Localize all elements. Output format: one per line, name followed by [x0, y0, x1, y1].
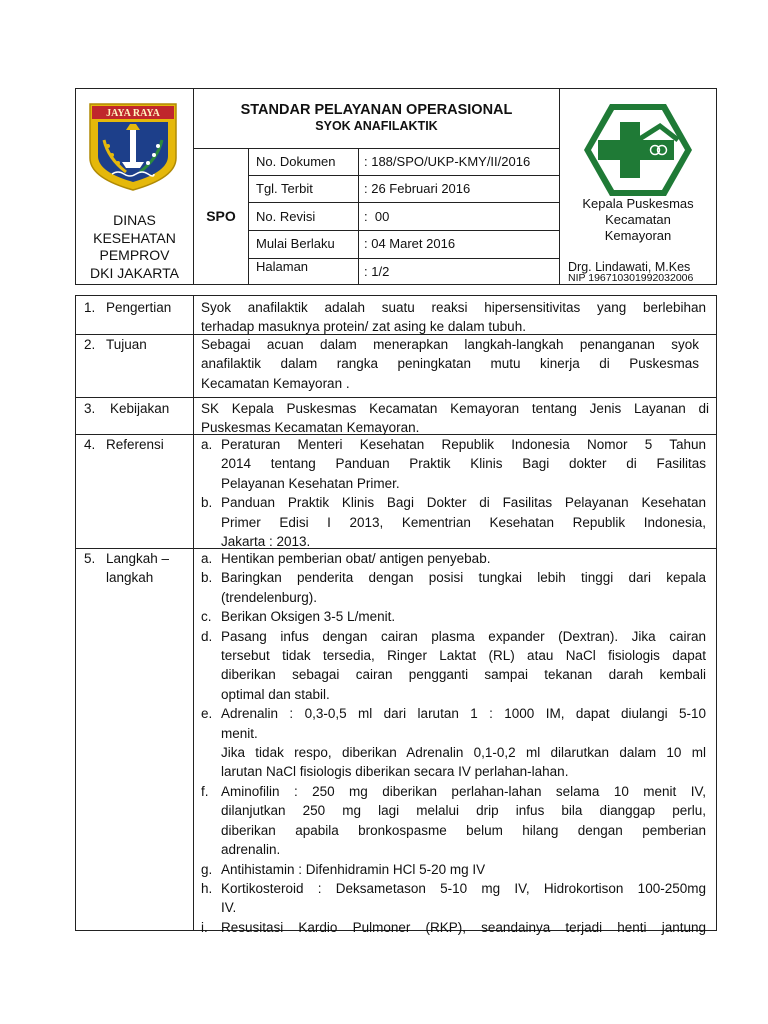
content-line: Primer Edisi I 2013, Kementrian Kesehatan Republik Indonesia,	[221, 514, 706, 530]
list-marker: d.	[201, 628, 213, 644]
list-marker: g.	[201, 861, 213, 877]
content-line: terhadap masuknya protein/ zat asing ke dalam tubuh.	[201, 319, 526, 335]
content-line: Panduan Praktik Klinis Bagi Dokter di Fasilitas Pelayanan Kesehatan	[221, 495, 706, 511]
field-value-tgl-terbit: : 26 Februari 2016	[364, 181, 471, 196]
section-content-tujuan	[201, 335, 699, 393]
content-line: Baringkan penderita dengan posisi tungkai lebih tinggi dari kepala	[221, 570, 706, 586]
list-item	[201, 568, 706, 607]
content-line: adrenalin.	[221, 842, 281, 858]
list-item	[201, 435, 706, 493]
content-line: dilanjutkan 250 mg lagi melalui drip infus bila dianggap perlu,	[221, 803, 706, 819]
signer-title-line: Kemayoran	[604, 228, 672, 243]
field-value-no-dokumen: : 188/SPO/UKP-KMY/II/2016	[364, 154, 531, 169]
content-line: Pasang infus dengan cairan plasma expander (Dextran). Jika cairan	[221, 628, 706, 644]
list-marker: f.	[201, 783, 209, 799]
content-line: Resusitasi Kardio Pulmoner (RKP), seandainya terjadi henti jantung	[221, 919, 706, 935]
section-content-kebijakan	[201, 399, 709, 438]
content-line: tersebut tidak tersedia, Ringer Laktat (RL) atau NaCl fisiologis dapat	[221, 648, 706, 664]
content-line: anafilaktik dalam rangka peningkatan mutu kinerja di Puskesmas	[201, 356, 699, 372]
section-label-kebijakan: Kebijakan	[110, 401, 170, 416]
content-line: Kortikosteroid : Deksametason 5-10 mg IV, Hidrokortison 100-250mg	[221, 880, 706, 896]
content-line: Jika tidak respo, diberikan Adrenalin 0,1-0,2 ml dilarutkan dalam 10 ml	[221, 745, 706, 761]
list-marker: a.	[201, 437, 213, 452]
list-item	[201, 782, 706, 860]
list-marker: c.	[201, 609, 212, 625]
content-line: IV.	[221, 900, 237, 916]
section-number: 2.	[84, 337, 96, 352]
field-label-tgl-terbit: Tgl. Terbit	[256, 181, 313, 196]
section-label-langkah-2: langkah	[106, 570, 154, 585]
content-line: Aminofilin : 250 mg diberikan perlahan-lahan selama 10 menit IV,	[221, 783, 706, 799]
content-line: Antihistamin : Difenhidramin HCl 5-20 mg IV	[221, 861, 486, 877]
org-name-line: DINAS	[113, 212, 156, 228]
list-item	[201, 918, 706, 937]
list-item	[201, 549, 706, 568]
org-name	[76, 212, 193, 282]
content-line: diberikan sebagai cairan pengganti sampai tekanan darah kembali	[221, 667, 706, 683]
list-item	[201, 879, 706, 918]
content-line: 2014 tentang Panduan Praktik Klinis Bagi dokter di Fasilitas	[221, 456, 706, 472]
field-value-halaman: : 1/2	[364, 264, 390, 279]
list-marker: b.	[201, 570, 213, 586]
list-marker: b.	[201, 495, 213, 511]
puskesmas-logo	[582, 102, 694, 198]
content-line: Puskesmas Kecamatan Kemayoran.	[201, 420, 420, 436]
list-item	[201, 860, 706, 879]
content-line: Adrenalin : 0,3-0,5 ml dari larutan 1 : 1000 IM, dapat diulangi 5-10	[221, 706, 706, 722]
section-content-referensi	[201, 435, 706, 551]
content-line: Kecamatan Kemayoran .	[201, 375, 350, 391]
field-label-no-revisi: No. Revisi	[256, 209, 316, 224]
list-marker: i.	[201, 919, 208, 935]
signer-name: Drg. Lindawati, M.Kes	[568, 260, 691, 274]
list-item	[201, 704, 706, 782]
content-line: Peraturan Menteri Kesehatan Republik Indonesia Nomor 5 Tahun	[221, 437, 706, 452]
content-line: Jakarta : 2013.	[221, 534, 311, 550]
field-label-no-dokumen: No. Dokumen	[256, 154, 336, 169]
jakarta-logo	[82, 100, 184, 192]
content-line: larutan NaCl fisiologis diberikan secara IV perlahan-lahan.	[221, 764, 569, 780]
spo-label: SPO	[206, 208, 236, 224]
field-value-mulai-berlaku: : 04 Maret 2016	[364, 236, 456, 251]
signer-nip: NIP 196710301992032006	[568, 272, 694, 284]
section-label-pengertian: Pengertian	[106, 300, 172, 315]
org-name-line: DKI JAKARTA	[90, 264, 179, 281]
content-line: Berikan Oksigen 3-5 L/menit.	[221, 609, 396, 625]
content-line: optimal dan stabil.	[221, 686, 330, 702]
list-item	[201, 493, 706, 551]
content-line: Hentikan pemberian obat/ antigen penyebab.	[221, 551, 491, 566]
content-line: (trendelenburg).	[221, 589, 318, 605]
content-line: Syok anafilaktik adalah suatu reaksi hipersensitivitas yang berlebihan	[201, 300, 706, 315]
content-line: diberikan apabila bronkospasme belum hilang dengan pemberian	[221, 822, 706, 838]
field-label-mulai-berlaku: Mulai Berlaku	[256, 236, 335, 251]
document-title: STANDAR PELAYANAN OPERASIONAL	[240, 102, 513, 118]
section-label-langkah: Langkah –	[106, 551, 170, 566]
signer-title-line: Kepala Puskesmas	[582, 196, 694, 211]
section-label-tujuan: Tujuan	[106, 337, 147, 352]
content-line: Sebagai acuan dalam menerapkan langkah-langkah penanganan syok	[201, 337, 699, 352]
list-marker: a.	[201, 551, 213, 566]
list-marker: e.	[201, 706, 213, 722]
content-line: menit.	[221, 725, 258, 741]
list-item	[201, 607, 706, 626]
section-number: 3.	[84, 401, 96, 416]
org-name-line: KESEHATAN	[93, 229, 176, 246]
signer-title	[560, 196, 716, 244]
list-marker: h.	[201, 880, 213, 896]
logo-banner-text: JAYA RAYA	[106, 108, 160, 119]
field-label-halaman: Halaman	[256, 259, 309, 274]
content-line: Pelayanan Kesehatan Primer.	[221, 475, 400, 491]
org-name-line: PEMPROV	[99, 247, 170, 263]
signer-title-line: Kecamatan	[605, 212, 671, 227]
section-label-referensi: Referensi	[106, 437, 164, 452]
section-number: 4.	[84, 437, 96, 452]
content-line: SK Kepala Puskesmas Kecamatan Kemayoran tentang Jenis Layanan di	[201, 401, 709, 416]
list-item	[201, 627, 706, 705]
section-number: 5.	[84, 551, 96, 566]
section-number: 1.	[84, 300, 96, 315]
field-value-no-revisi: : 00	[364, 209, 390, 224]
document-subtitle: SYOK ANAFILAKTIK	[315, 119, 438, 133]
section-content-langkah	[201, 549, 706, 937]
section-content-pengertian	[201, 298, 706, 337]
